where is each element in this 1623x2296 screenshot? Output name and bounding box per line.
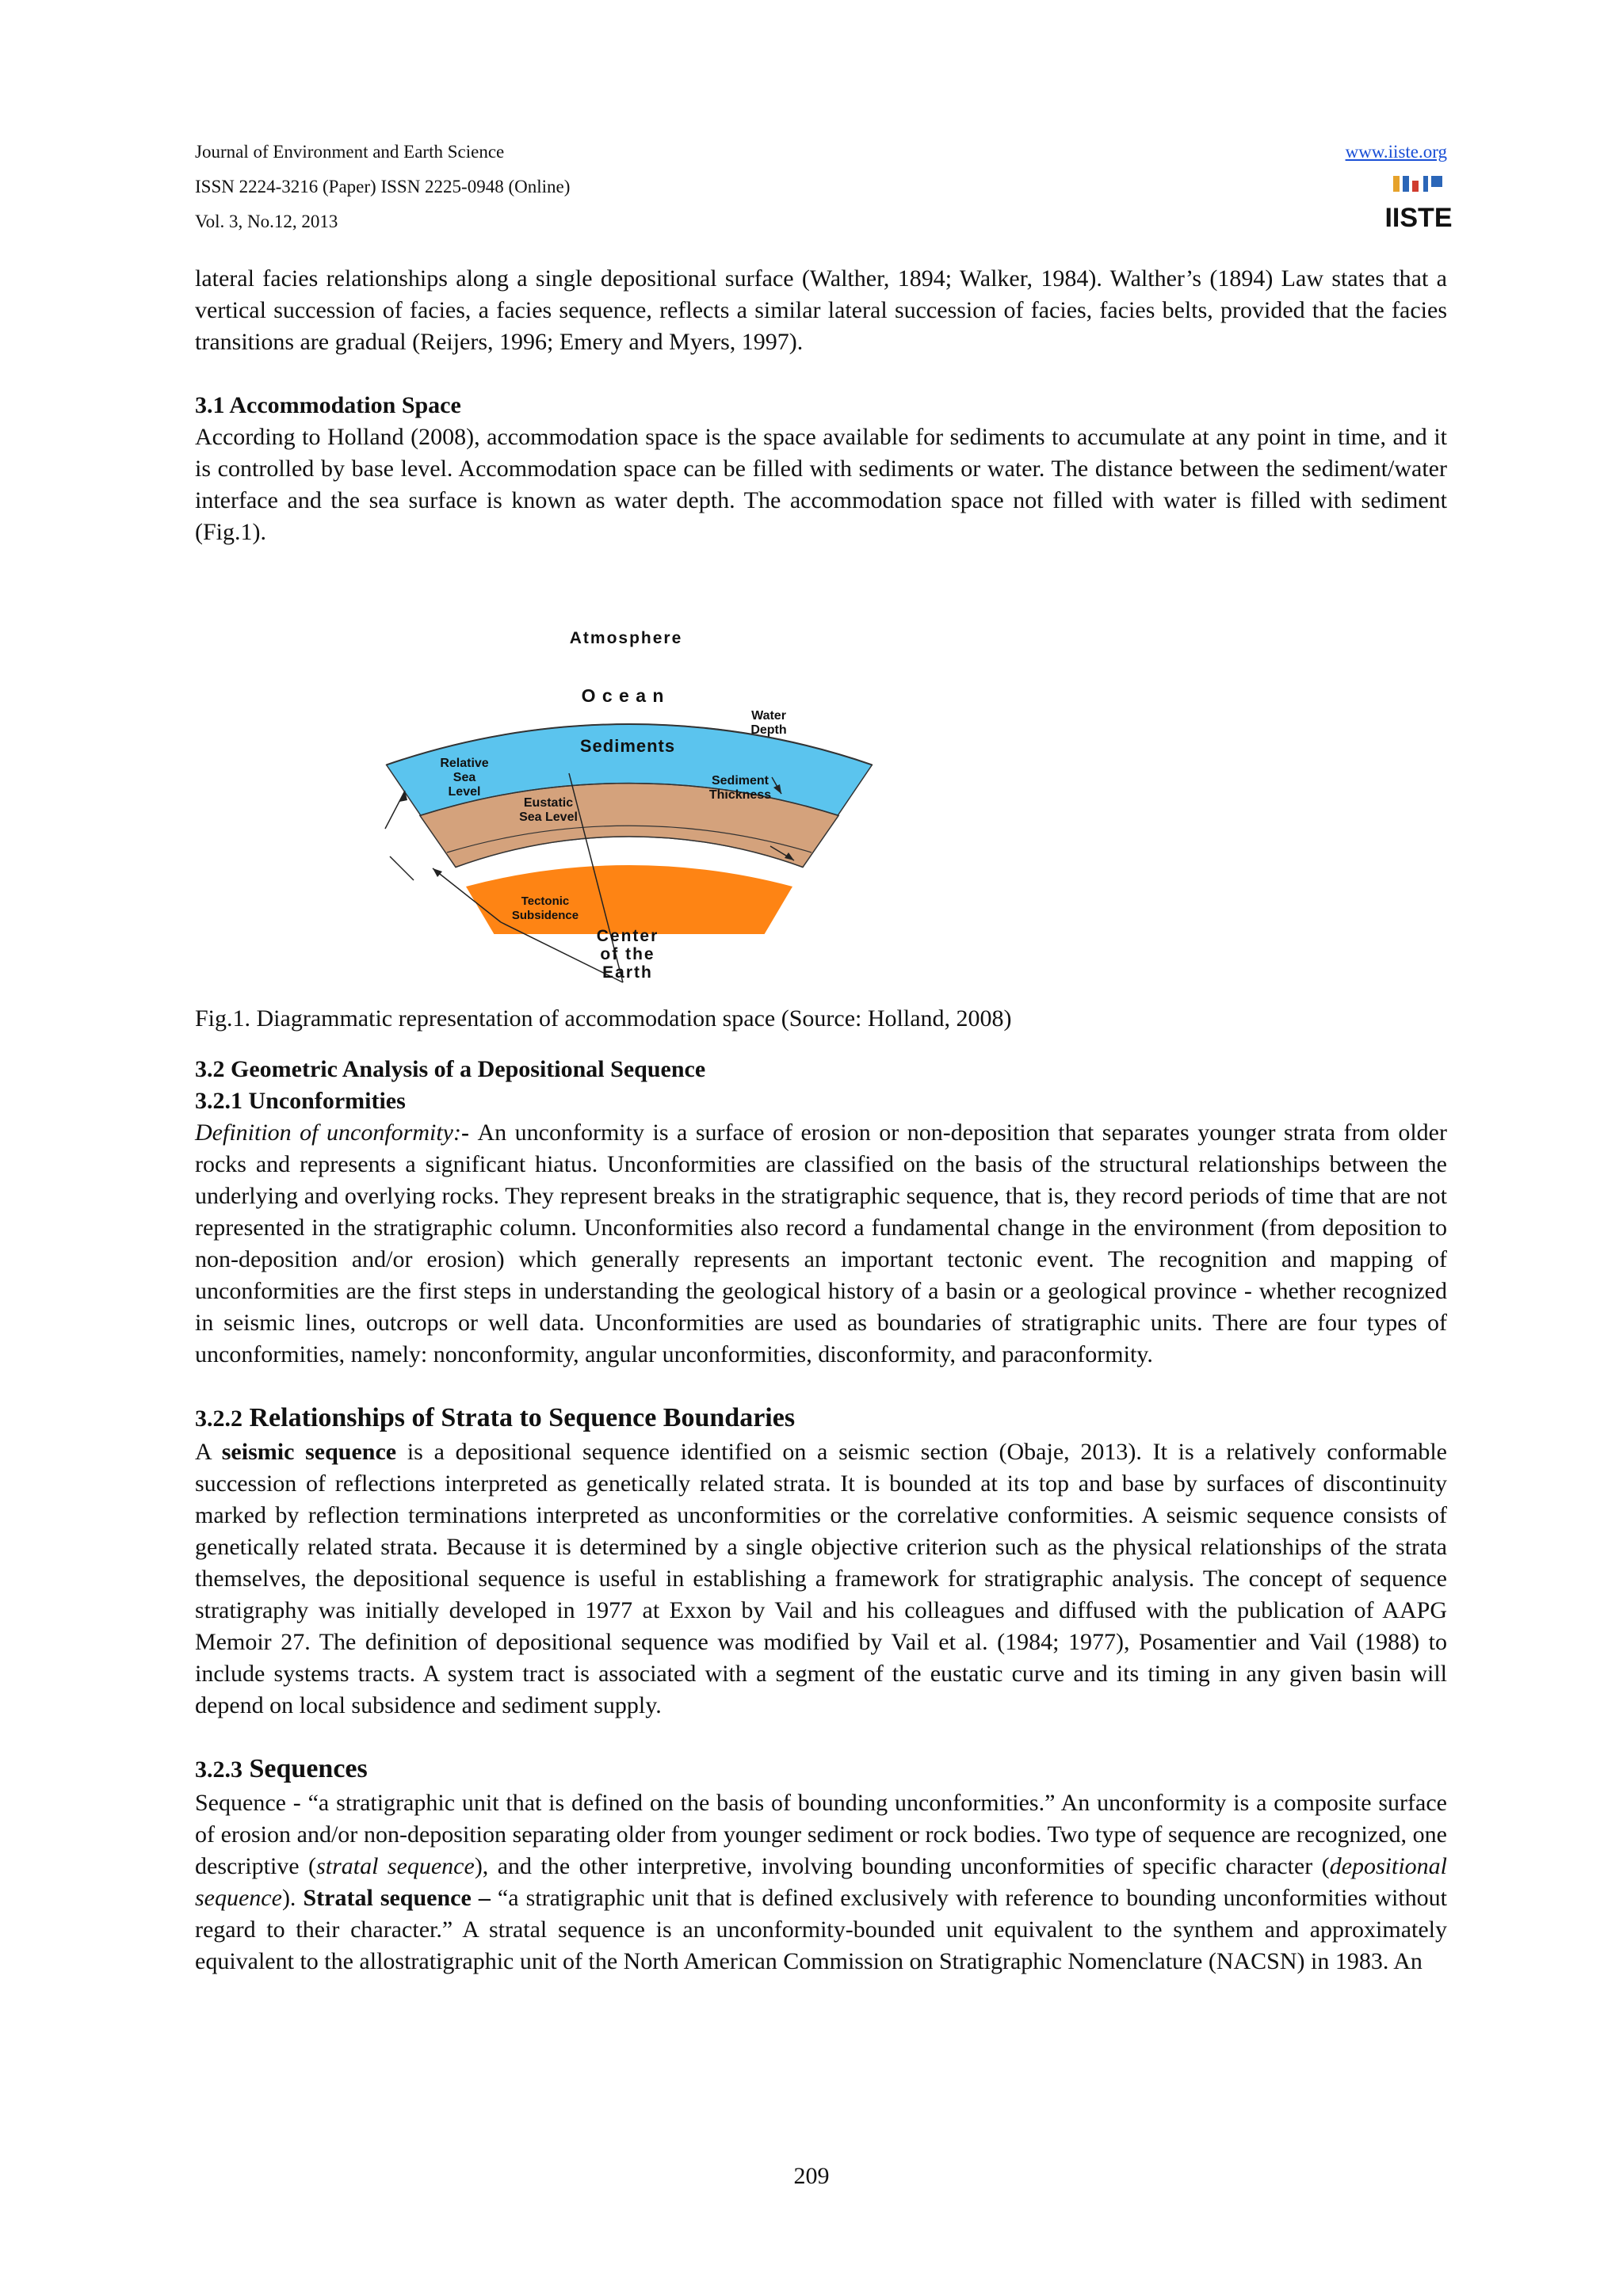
label-depth: Depth — [750, 723, 787, 737]
term-stratal-sequence: stratal sequence — [316, 1853, 475, 1879]
journal-url-link[interactable]: www.iiste.org — [1345, 142, 1447, 162]
label-center: Center — [596, 927, 659, 945]
label-ocean: O c e a n — [581, 685, 665, 706]
iiste-logo-icon — [1384, 174, 1453, 233]
figure-1-caption: Fig.1. Diagrammatic representation of accommodation space (Source: Holland, 2008) — [195, 1005, 1012, 1032]
accommodation-space-diagram — [195, 575, 1447, 1003]
definition-text: An unconformity is a surface of erosion or non-deposition that separates younger strata from older rocks and represents a significant hiatus. Unconformities are classified on the basis of the structural relationships between the underlying and overlying rocks. They represent breaks in the stratigraphic sequence, that is, they record periods of time that are not represented in the stratigraphic column. Unconformities also record a fundamental change in the environment (from deposition to non-deposition and/or erosion) which generally represents an important tectonic event. The recognition and mapping of unconformities are the first steps in understanding the geological history of a basin or a geological province - whether recognized in seismic lines, outcrops or well data. Unconformities are used as boundaries of stratigraphic units. There are four types of unconformities, namely: nonconformity, angular unconformities, disconformity, and paraconformity. — [195, 1119, 1447, 1367]
label-level: Level — [448, 785, 481, 799]
label-sediment: Sediment — [711, 774, 769, 788]
term-seismic-sequence: seismic sequence — [221, 1439, 397, 1465]
text-part-2: ), and the other interpretive, involving bounding unconformities of specific character ( — [474, 1853, 1330, 1879]
label-water: Water — [751, 709, 786, 723]
heading-number: 3.2.3 — [195, 1756, 242, 1783]
running-header — [195, 135, 1453, 239]
heading-title: Sequences — [249, 1754, 368, 1783]
definition-label: Definition of unconformity: — [195, 1119, 461, 1146]
section-3-1-paragraph: According to Holland (2008), accommodation space is the space available for sediments to accumulate at any point in time, and it is controlled by base level. Accommodation space can be filled with sediments or water. The distance between the sediment/water interface and the sea surface is known as water depth. The accommodation space not filled with water is filled with sediment (Fig.1). — [195, 424, 1447, 545]
text-part-4: “a stratigraphic unit that is defined exclusively with reference to bounding unconformities without regard to their character.” A stratal sequence is an unconformity-bounded unit equivalent to the synthem and approximately equivalent to the allostratigraphic unit of the North American Commission on Stratigraphic Nomenclature (NACSN) in 1983. An — [195, 1885, 1447, 1974]
label-of-the: of the — [600, 945, 655, 963]
section-heading-3-1: 3.1 Accommodation Space — [195, 392, 461, 418]
section-heading-3-2-1: 3.2.1 Unconformities — [195, 1088, 406, 1114]
text-part-1: Sequence - “a stratigraphic unit that is defined on the basis of bounding unconformities.” An unconformity is a composite surface of erosion and/or non-deposition separating older from younger sediment or rock bodies. Two type of sequence are recognized, one descriptive ( — [195, 1790, 1447, 1879]
journal-issn: ISSN 2224-3216 (Paper) ISSN 2225-0948 (Online) — [195, 177, 571, 196]
text-part-3: ). — [281, 1885, 304, 1911]
definition-separator: - — [460, 1119, 478, 1146]
lead-article: A — [195, 1439, 222, 1465]
relative-sea-level-arrow — [385, 791, 405, 829]
page-body — [195, 263, 1447, 1978]
journal-title: Journal of Environment and Earth Science — [195, 142, 505, 162]
heading-number: 3.2.2 — [195, 1405, 242, 1432]
label-subsidence: Subsidence — [511, 909, 579, 922]
figure-1 — [195, 575, 1447, 1003]
term-depositional-sequence: depositional sequence — [195, 1853, 1448, 1911]
label-atmosphere: Atmosphere — [569, 629, 683, 647]
paragraph-text: is a depositional sequence identified on a seismic section (Obaje, 2013). It is a relatively conformable succession of reflections interpreted as genetically related strata. It is bounded at its top and base by surfaces of discontinuity marked by reflection terminations interpreted as unconformities or the correlative conformities. A seismic sequence consists of genetically related strata. Because it is determined by a single objective criterion such as the physical relationships of the strata themselves, the depositional sequence is useful in establishing a framework for stratigraphic analysis. The concept of sequence stratigraphy was initially developed in 1977 at Exxon by Vail and his colleagues and diffused with the publication of AAPG Memoir 27. The definition of depositional sequence was modified by Vail et al. (1984; 1977), Posamentier and Vail (1988) to include systems tracts. A system tract is associated with a segment of the eustatic curve and its timing in any given basin will depend on local subsidence and sediment supply. — [195, 1439, 1447, 1718]
section-heading-3-2-2 — [195, 1401, 1447, 1436]
section-heading-3-2: 3.2 Geometric Analysis of a Depositional Sequence — [195, 1056, 706, 1082]
page-number: 209 — [793, 2163, 830, 2189]
term-stratal-sequence-bold: Stratal sequence – — [303, 1885, 491, 1911]
label-earth: Earth — [602, 963, 653, 982]
label-eustatic-sea-level: Sea Level — [519, 810, 578, 824]
section-3-2-1-paragraph — [195, 1117, 1447, 1371]
heading-title: Relationships of Strata to Sequence Boundaries — [249, 1403, 796, 1432]
journal-volume: Vol. 3, No.12, 2013 — [195, 212, 338, 231]
label-tectonic: Tectonic — [521, 894, 570, 908]
label-sediments: Sediments — [579, 736, 676, 756]
label-sea: Sea — [453, 771, 476, 784]
section-3-2-3-paragraph — [195, 1787, 1447, 1978]
section-heading-3-2-3 — [195, 1752, 1447, 1787]
label-eustatic: Eustatic — [523, 796, 574, 810]
logo-text: IISTE — [1384, 203, 1453, 233]
label-thickness: Thickness — [708, 788, 772, 802]
earth-core — [466, 865, 792, 934]
label-relative: Relative — [440, 757, 489, 770]
intro-paragraph: lateral facies relationships along a single depositional surface (Walther, 1894; Walker, 1984). Walther’s (1894) Law states that a vertical succession of facies, a facies sequence, reflects a similar lateral succession of facies, facies belts, provided that the facies transitions are gradual (Reijers, 1996; Emery and Myers, 1997). — [195, 265, 1447, 355]
section-3-2-2-paragraph — [195, 1436, 1447, 1722]
